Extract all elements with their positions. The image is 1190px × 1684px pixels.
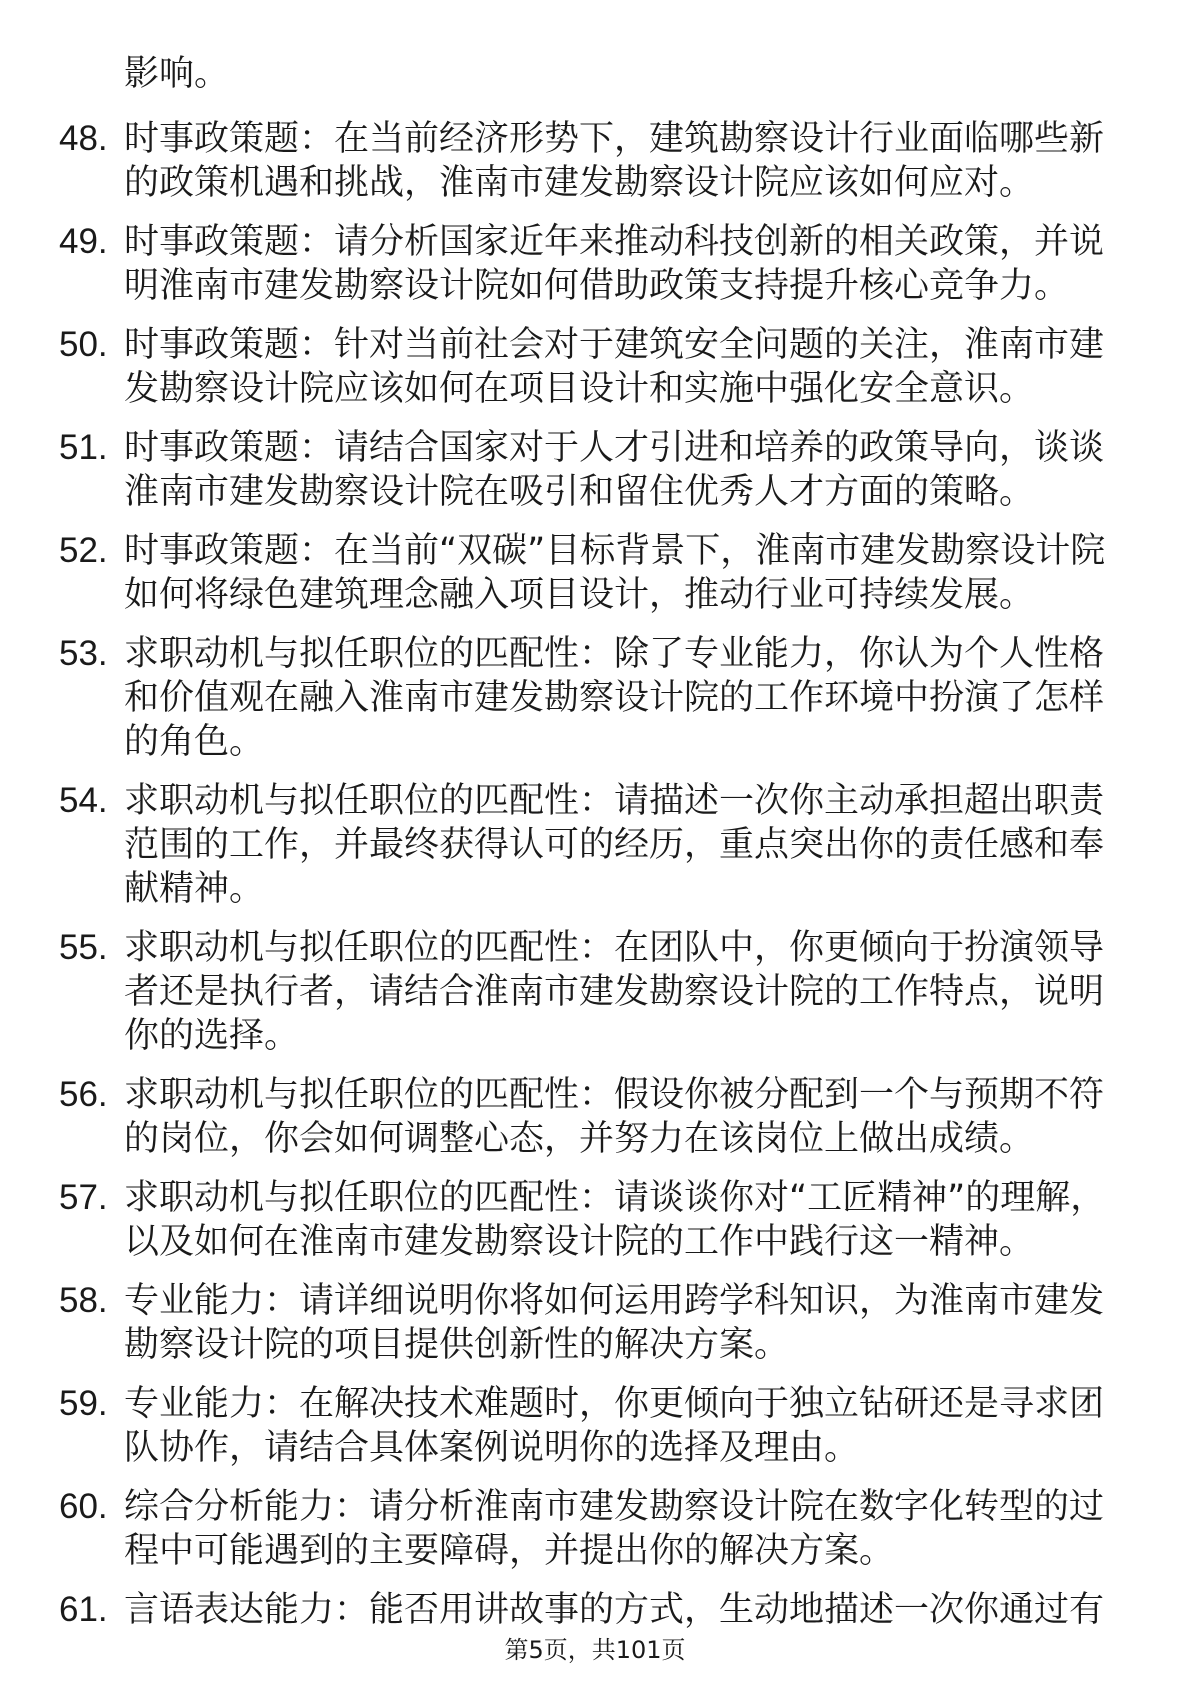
question-number: 51. [59, 427, 108, 467]
question-text-line: 以及如何在淮南市建发勘察设计院的工作中践行这一精神。 [124, 1221, 1035, 1262]
question-text-line: 求职动机与拟任职位的匹配性：请描述一次你主动承担超出职责 [124, 780, 1105, 821]
document-body [0, 52, 1190, 1647]
question-item-54 [0, 779, 1190, 911]
question-item-53 [0, 632, 1190, 764]
question-item-61 [0, 1588, 1190, 1632]
question-text-line: 时事政策题：请分析国家近年来推动科技创新的相关政策，并说 [124, 221, 1105, 262]
question-item-52 [0, 529, 1190, 617]
question-text-line: 专业能力：在解决技术难题时，你更倾向于独立钻研还是寻求团 [124, 1383, 1105, 1424]
question-text-line: 范围的工作，并最终获得认可的经历，重点突出你的责任感和奉 [124, 824, 1105, 865]
continued-text: 影响。 [124, 54, 230, 94]
question-text-line: 综合分析能力：请分析淮南市建发勘察设计院在数字化转型的过 [124, 1486, 1105, 1527]
question-number: 61. [59, 1589, 108, 1629]
question-text-line: 的政策机遇和挑战，淮南市建发勘察设计院应该如何应对。 [124, 162, 1035, 203]
question-item-56 [0, 1073, 1190, 1161]
question-text-line: 者还是执行者，请结合淮南市建发勘察设计院的工作特点，说明 [124, 971, 1105, 1012]
question-text-line: 求职动机与拟任职位的匹配性：请谈谈你对“工匠精神”的理解， [124, 1177, 1106, 1218]
question-item-57 [0, 1176, 1190, 1264]
question-number: 60. [59, 1486, 108, 1526]
question-text-line: 求职动机与拟任职位的匹配性：在团队中，你更倾向于扮演领导 [124, 927, 1105, 968]
question-item-48 [0, 117, 1190, 205]
question-text-line: 时事政策题：在当前经济形势下，建筑勘察设计行业面临哪些新 [124, 118, 1105, 159]
question-text-line: 献精神。 [124, 868, 265, 909]
question-number: 48. [59, 118, 108, 158]
question-number: 50. [59, 324, 108, 364]
question-number: 59. [59, 1383, 108, 1423]
question-text-line: 发勘察设计院应该如何在项目设计和实施中强化安全意识。 [124, 368, 1035, 409]
question-number: 53. [59, 633, 108, 673]
question-number: 49. [59, 221, 108, 261]
question-item-51 [0, 426, 1190, 514]
question-item-58 [0, 1279, 1190, 1367]
question-text-line: 勘察设计院的项目提供创新性的解决方案。 [124, 1324, 790, 1365]
question-text-line: 你的选择。 [124, 1015, 300, 1056]
question-text-line: 如何将绿色建筑理念融入项目设计，推动行业可持续发展。 [124, 574, 1035, 615]
question-item-55 [0, 926, 1190, 1058]
page-footer: 第5页，共101页 [504, 1636, 686, 1664]
question-text-line: 队协作，请结合具体案例说明你的选择及理由。 [124, 1427, 860, 1468]
question-number: 55. [59, 927, 108, 967]
question-text-line: 程中可能遇到的主要障碍，并提出你的解决方案。 [124, 1530, 895, 1571]
question-text-line: 求职动机与拟任职位的匹配性：假设你被分配到一个与预期不符 [124, 1074, 1105, 1115]
question-text-line: 的岗位，你会如何调整心态，并努力在该岗位上做出成绩。 [124, 1118, 1035, 1159]
question-text-line: 求职动机与拟任职位的匹配性：除了专业能力，你认为个人性格 [124, 633, 1105, 674]
question-number: 58. [59, 1280, 108, 1320]
question-number: 57. [59, 1177, 108, 1217]
question-text-line: 时事政策题：针对当前社会对于建筑安全问题的关注，淮南市建 [124, 324, 1105, 365]
question-number: 56. [59, 1074, 108, 1114]
question-text-line: 专业能力：请详细说明你将如何运用跨学科知识，为淮南市建发 [124, 1280, 1105, 1321]
question-text-line: 时事政策题：在当前“双碳”目标背景下，淮南市建发勘察设计院 [124, 530, 1106, 571]
question-text-line: 明淮南市建发勘察设计院如何借助政策支持提升核心竞争力。 [124, 265, 1070, 306]
question-item-49 [0, 220, 1190, 308]
question-text-line: 言语表达能力：能否用讲故事的方式，生动地描述一次你通过有 [124, 1589, 1105, 1630]
question-text-line: 淮南市建发勘察设计院在吸引和留住优秀人才方面的策略。 [124, 471, 1035, 512]
question-text-line: 的角色。 [124, 721, 265, 762]
question-number: 54. [59, 780, 108, 820]
question-text-line: 时事政策题：请结合国家对于人才引进和培养的政策导向，谈谈 [124, 427, 1105, 468]
question-number: 52. [59, 530, 108, 570]
question-item-59 [0, 1382, 1190, 1470]
question-item-60 [0, 1485, 1190, 1573]
question-item-50 [0, 323, 1190, 411]
question-text-line: 和价值观在融入淮南市建发勘察设计院的工作环境中扮演了怎样 [124, 677, 1105, 718]
